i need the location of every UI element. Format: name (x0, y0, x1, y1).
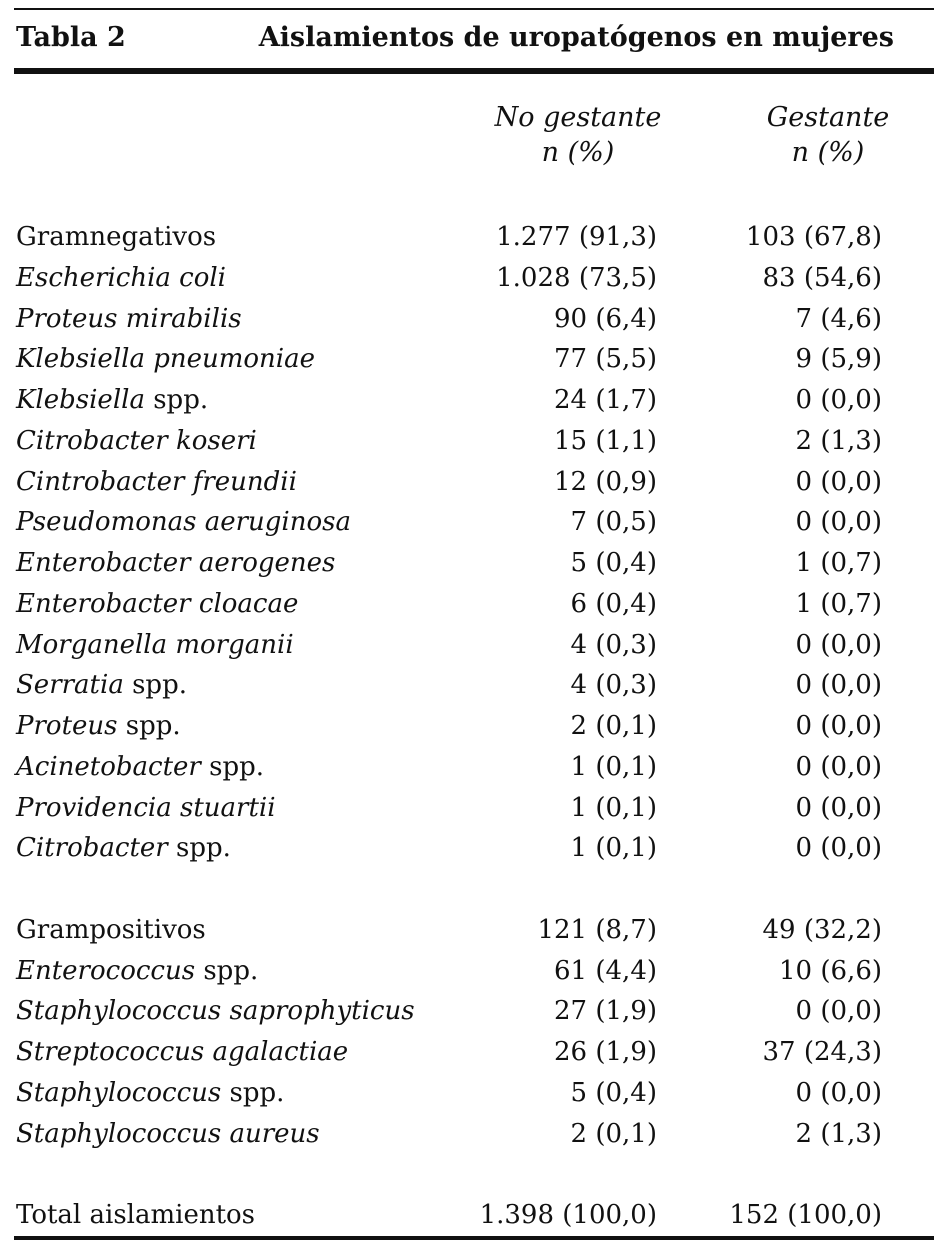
value-gestante: 83 (54,6) (762, 262, 882, 293)
value-gestante: 1 (0,7) (795, 588, 882, 619)
group-spacer (0, 1154, 942, 1195)
value-no-gestante: 4 (0,3) (570, 629, 657, 660)
organism-suffix: spp. (144, 385, 209, 415)
value-gestante: 49 (32,2) (762, 914, 882, 945)
value-no-gestante: 1 (0,1) (570, 792, 657, 823)
organism-suffix: spp. (117, 711, 181, 741)
organism-name (16, 339, 315, 380)
value-gestante: 0 (0,0) (795, 629, 882, 660)
organism-species: Serratia (16, 670, 124, 701)
table-title: Aislamientos de uropatógenos en mujeres (258, 22, 894, 53)
table-row (0, 258, 942, 299)
organism-species: Providencia stuartii (16, 792, 276, 823)
organism-name (16, 910, 206, 951)
organism-species: Staphylococcus saprophyticus (16, 996, 415, 1027)
organism-species: Enterobacter aerogenes (16, 548, 336, 578)
table-row (0, 217, 942, 258)
organism-suffix: Gramnegativos (16, 222, 217, 252)
organism-name (16, 828, 231, 869)
table-row (0, 299, 942, 340)
table-row (0, 1073, 942, 1114)
organism-name (16, 625, 294, 666)
organism-suffix: spp. (200, 751, 265, 782)
organism-suffix: spp. (167, 833, 231, 864)
value-gestante: 0 (0,0) (795, 996, 882, 1027)
value-no-gestante: 1.398 (100,0) (479, 1200, 657, 1230)
column-header-gestante-label: Gestante (766, 102, 890, 133)
organism-suffix: Grampositivos (16, 914, 206, 945)
organism-species: Acinetobacter (16, 751, 201, 782)
column-header-gestante (728, 100, 928, 170)
table-body (0, 217, 942, 1236)
organism-name (16, 706, 181, 747)
value-no-gestante: 77 (5,5) (554, 344, 657, 375)
value-no-gestante: 27 (1,9) (554, 996, 657, 1027)
value-gestante: 9 (5,9) (795, 344, 882, 375)
value-gestante: 2 (1,3) (795, 425, 882, 456)
organism-name (16, 951, 258, 992)
value-no-gestante: 15 (1,1) (554, 425, 657, 456)
value-gestante: 0 (0,0) (795, 670, 882, 701)
total-row (0, 1195, 942, 1236)
organism-species: Cintrobacter freundii (16, 466, 297, 497)
organism-species: Morganella morganii (16, 629, 294, 660)
organism-name (16, 1114, 320, 1155)
table-row (0, 991, 942, 1032)
organism-species: Enterococcus (16, 955, 196, 986)
value-no-gestante: 7 (0,5) (570, 507, 657, 538)
organism-name (16, 217, 216, 258)
value-gestante: 2 (1,3) (795, 1118, 882, 1149)
value-no-gestante: 1 (0,1) (570, 751, 657, 782)
organism-species: Staphylococcus (16, 1077, 222, 1108)
organism-species: Klebsiella pneumoniae (16, 344, 315, 375)
value-gestante: 103 (67,8) (745, 222, 882, 252)
organism-name (16, 747, 264, 788)
organism-species: Streptococcus agalactiae (16, 1037, 349, 1067)
table-row (0, 910, 942, 951)
table-row (0, 462, 942, 503)
organism-species: Enterobacter cloacae (16, 588, 299, 619)
organism-species: Proteus (16, 711, 118, 741)
value-no-gestante: 4 (0,3) (570, 670, 657, 701)
group-spacer (0, 869, 942, 910)
value-gestante: 0 (0,0) (795, 833, 882, 864)
organism-name (16, 421, 257, 462)
value-gestante: 0 (0,0) (795, 751, 882, 782)
total-label: Total aislamientos (16, 1200, 256, 1230)
value-no-gestante: 12 (0,9) (554, 466, 657, 497)
column-header-no-gestante-label: No gestante (494, 102, 662, 133)
table-row (0, 543, 942, 584)
value-gestante: 37 (24,3) (762, 1037, 882, 1067)
value-gestante: 0 (0,0) (795, 385, 882, 415)
value-no-gestante: 6 (0,4) (570, 588, 657, 619)
table-row (0, 747, 942, 788)
table-row (0, 584, 942, 625)
table-row (0, 1114, 942, 1155)
table-row (0, 665, 942, 706)
value-no-gestante: 1.028 (73,5) (496, 262, 657, 293)
table-row (0, 380, 942, 421)
organism-name (16, 665, 187, 706)
organism-name (16, 258, 226, 299)
organism-name (16, 1073, 284, 1114)
value-gestante: 0 (0,0) (795, 792, 882, 823)
organism-name (16, 543, 335, 584)
value-gestante: 0 (0,0) (795, 507, 882, 538)
table-row (0, 706, 942, 747)
value-no-gestante: 26 (1,9) (554, 1037, 657, 1067)
table-row (0, 951, 942, 992)
value-no-gestante: 5 (0,4) (570, 548, 657, 578)
column-header-no-gestante (478, 100, 678, 170)
organism-suffix: spp. (221, 1077, 285, 1108)
top-rule-thin (14, 8, 934, 10)
value-no-gestante: 24 (1,7) (554, 385, 657, 415)
value-gestante: 0 (0,0) (795, 1077, 882, 1108)
organism-species: Citrobacter (16, 833, 168, 864)
value-gestante: 152 (100,0) (729, 1200, 882, 1230)
table-row (0, 339, 942, 380)
organism-suffix: spp. (195, 955, 259, 986)
value-no-gestante: 90 (6,4) (554, 303, 657, 334)
organism-name (16, 584, 298, 625)
value-no-gestante: 5 (0,4) (570, 1077, 657, 1108)
organism-name (16, 462, 297, 503)
table-row (0, 828, 942, 869)
table-row (0, 502, 942, 543)
organism-name (16, 380, 208, 421)
value-no-gestante: 61 (4,4) (554, 955, 657, 986)
table-title-bar (0, 0, 942, 70)
organism-name (16, 1032, 348, 1073)
organism-name (16, 502, 351, 543)
organism-name (16, 788, 276, 829)
organism-name (16, 299, 242, 340)
organism-species: Pseudomonas aeruginosa (16, 507, 351, 538)
value-no-gestante: 2 (0,1) (570, 1118, 657, 1149)
organism-species: Staphylococcus aureus (16, 1118, 320, 1149)
organism-species: Klebsiella (16, 385, 145, 415)
value-gestante: 0 (0,0) (795, 466, 882, 497)
column-header-gestante-unit: n (%) (791, 137, 865, 168)
organism-species: Escherichia coli (16, 262, 226, 293)
value-no-gestante: 121 (8,7) (537, 914, 657, 945)
organism-species: Citrobacter koseri (16, 425, 257, 456)
organism-species: Proteus mirabilis (16, 303, 242, 334)
column-header-no-gestante-unit: n (%) (541, 137, 615, 168)
value-no-gestante: 1.277 (91,3) (496, 222, 657, 252)
table-number: Tabla 2 (16, 22, 126, 53)
value-no-gestante: 1 (0,1) (570, 833, 657, 864)
value-gestante: 7 (4,6) (795, 303, 882, 334)
value-gestante: 1 (0,7) (795, 548, 882, 578)
table-row (0, 625, 942, 666)
organism-name (16, 991, 415, 1032)
bottom-rule (14, 1236, 934, 1240)
top-rule-thick (14, 68, 934, 74)
value-gestante: 0 (0,0) (795, 711, 882, 741)
table-row (0, 421, 942, 462)
value-no-gestante: 2 (0,1) (570, 711, 657, 741)
organism-suffix: spp. (123, 670, 187, 701)
table-row (0, 788, 942, 829)
value-gestante: 10 (6,6) (779, 955, 882, 986)
table-row (0, 1032, 942, 1073)
